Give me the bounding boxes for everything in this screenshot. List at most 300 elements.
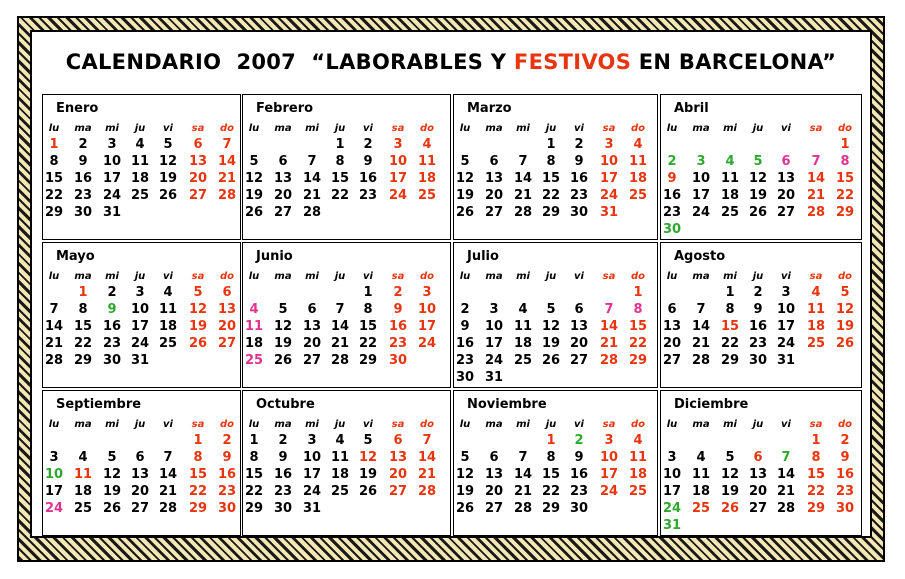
weekday-header: lu xyxy=(48,271,60,282)
day-cell: 20 xyxy=(662,336,682,351)
day-cell: 6 xyxy=(135,450,145,465)
day-cell: 16 xyxy=(388,319,408,334)
day-cell: 24 xyxy=(388,188,408,203)
weekday-header: do xyxy=(219,271,235,282)
weekday-header: vi xyxy=(574,271,584,282)
day-cell: 24 xyxy=(776,336,796,351)
day-cell: 22 xyxy=(73,336,93,351)
day-cell: 4 xyxy=(335,433,345,448)
day-cell: 23 xyxy=(569,484,589,499)
day-cell: 8 xyxy=(725,302,735,317)
day-cell: 7 xyxy=(781,450,791,465)
day-cell: 17 xyxy=(388,171,408,186)
day-cell: 3 xyxy=(604,433,614,448)
day-cell: 3 xyxy=(422,285,432,300)
weekday-header: do xyxy=(419,271,435,282)
day-cell: 9 xyxy=(574,154,584,169)
month-name: Enero xyxy=(56,101,99,116)
day-cell: 6 xyxy=(307,302,317,317)
day-cell: 1 xyxy=(363,285,373,300)
weekday-header: ju xyxy=(334,123,346,134)
weekday-header: mi xyxy=(516,271,530,282)
day-cell: 4 xyxy=(633,433,643,448)
day-cell: 20 xyxy=(569,336,589,351)
day-cell: 19 xyxy=(244,188,264,203)
day-cell: 7 xyxy=(696,302,706,317)
day-cell: 23 xyxy=(662,205,682,220)
day-cell: 13 xyxy=(302,319,322,334)
day-cell: 30 xyxy=(217,501,237,516)
day-cell: 22 xyxy=(628,336,648,351)
weekday-header: sa xyxy=(809,419,823,430)
day-cell: 16 xyxy=(569,171,589,186)
day-cell: 2 xyxy=(753,285,763,300)
month-diciembre xyxy=(660,390,862,536)
weekday-header: ma xyxy=(692,123,710,134)
day-cell: 24 xyxy=(44,501,64,516)
day-cell: 5 xyxy=(546,302,556,317)
day-cell: 28 xyxy=(158,501,178,516)
day-cell: 24 xyxy=(302,484,322,499)
weekday-header: ma xyxy=(485,123,503,134)
day-cell: 14 xyxy=(806,171,826,186)
month-noviembre xyxy=(453,390,658,536)
month-name: Febrero xyxy=(256,101,314,116)
day-cell: 28 xyxy=(217,188,237,203)
day-cell: 29 xyxy=(835,205,855,220)
day-cell: 28 xyxy=(417,484,437,499)
day-cell: 21 xyxy=(217,171,237,186)
day-cell: 26 xyxy=(835,336,855,351)
day-cell: 1 xyxy=(633,285,643,300)
month-name: Julio xyxy=(467,249,499,264)
day-cell: 15 xyxy=(720,319,740,334)
day-cell: 3 xyxy=(667,450,677,465)
weekday-header: lu xyxy=(666,123,678,134)
day-cell: 12 xyxy=(358,450,378,465)
weekday-header: ju xyxy=(545,271,557,282)
day-cell: 15 xyxy=(541,467,561,482)
day-cell: 24 xyxy=(102,188,122,203)
day-cell: 29 xyxy=(73,353,93,368)
day-cell: 9 xyxy=(393,302,403,317)
day-cell: 12 xyxy=(835,302,855,317)
day-cell: 28 xyxy=(806,205,826,220)
day-cell: 24 xyxy=(130,336,150,351)
month-octubre xyxy=(242,390,451,536)
day-cell: 11 xyxy=(691,467,711,482)
day-cell: 27 xyxy=(188,188,208,203)
day-cell: 20 xyxy=(484,484,504,499)
day-cell: 5 xyxy=(193,285,203,300)
day-cell: 26 xyxy=(720,501,740,516)
day-cell: 12 xyxy=(158,154,178,169)
weekday-header: ju xyxy=(134,123,146,134)
day-cell: 11 xyxy=(130,154,150,169)
month-septiembre xyxy=(42,390,241,536)
day-cell: 3 xyxy=(49,450,59,465)
day-cell: 1 xyxy=(49,137,59,152)
weekday-header: vi xyxy=(781,123,791,134)
day-cell: 2 xyxy=(460,302,470,317)
day-cell: 30 xyxy=(455,370,475,385)
weekday-header: ju xyxy=(752,419,764,430)
day-cell: 28 xyxy=(330,353,350,368)
day-cell: 9 xyxy=(363,154,373,169)
day-cell: 20 xyxy=(130,484,150,499)
day-cell: 14 xyxy=(691,319,711,334)
weekday-header: mi xyxy=(516,419,530,430)
day-cell: 4 xyxy=(633,137,643,152)
day-cell: 8 xyxy=(335,154,345,169)
day-cell: 23 xyxy=(273,484,293,499)
day-cell: 12 xyxy=(748,171,768,186)
day-cell: 9 xyxy=(107,302,117,317)
day-cell: 7 xyxy=(604,302,614,317)
day-cell: 25 xyxy=(806,336,826,351)
day-cell: 13 xyxy=(388,450,408,465)
day-cell: 31 xyxy=(599,205,619,220)
day-cell: 2 xyxy=(840,433,850,448)
day-cell: 26 xyxy=(541,353,561,368)
day-cell: 17 xyxy=(691,188,711,203)
day-cell: 12 xyxy=(455,467,475,482)
weekday-header: do xyxy=(630,419,646,430)
day-cell: 26 xyxy=(273,353,293,368)
day-cell: 19 xyxy=(455,484,475,499)
day-cell: 21 xyxy=(330,336,350,351)
day-cell: 26 xyxy=(244,205,264,220)
day-cell: 10 xyxy=(662,467,682,482)
day-cell: 23 xyxy=(102,336,122,351)
day-cell: 13 xyxy=(273,171,293,186)
day-cell: 25 xyxy=(691,501,711,516)
month-name: Mayo xyxy=(56,249,95,264)
day-cell: 25 xyxy=(720,205,740,220)
weekday-header: lu xyxy=(248,419,260,430)
day-cell: 18 xyxy=(73,484,93,499)
weekday-header: mi xyxy=(723,271,737,282)
day-cell: 20 xyxy=(302,336,322,351)
day-cell: 25 xyxy=(628,484,648,499)
day-cell: 30 xyxy=(273,501,293,516)
weekday-header: vi xyxy=(574,123,584,134)
month-abril xyxy=(660,94,862,240)
day-cell: 28 xyxy=(513,501,533,516)
day-cell: 6 xyxy=(278,154,288,169)
weekday-header: mi xyxy=(305,419,319,430)
day-cell: 18 xyxy=(158,319,178,334)
weekday-header: vi xyxy=(163,419,173,430)
day-cell: 6 xyxy=(781,154,791,169)
day-cell: 4 xyxy=(78,450,88,465)
day-cell: 4 xyxy=(163,285,173,300)
weekday-header: ju xyxy=(134,271,146,282)
day-cell: 8 xyxy=(633,302,643,317)
weekday-header: ju xyxy=(752,123,764,134)
day-cell: 7 xyxy=(335,302,345,317)
weekday-header: do xyxy=(630,123,646,134)
day-cell: 12 xyxy=(541,319,561,334)
day-cell: 15 xyxy=(44,171,64,186)
day-cell: 28 xyxy=(513,205,533,220)
day-cell: 1 xyxy=(811,433,821,448)
day-cell: 4 xyxy=(135,137,145,152)
day-cell: 10 xyxy=(130,302,150,317)
day-cell: 20 xyxy=(388,467,408,482)
day-cell: 8 xyxy=(546,154,556,169)
day-cell: 31 xyxy=(776,353,796,368)
day-cell: 7 xyxy=(49,302,59,317)
day-cell: 24 xyxy=(417,336,437,351)
day-cell: 2 xyxy=(574,433,584,448)
weekday-header: sa xyxy=(602,419,616,430)
day-cell: 3 xyxy=(307,433,317,448)
weekday-header: vi xyxy=(781,419,791,430)
day-cell: 5 xyxy=(163,137,173,152)
day-cell: 25 xyxy=(628,188,648,203)
day-cell: 9 xyxy=(460,319,470,334)
day-cell: 21 xyxy=(302,188,322,203)
day-cell: 10 xyxy=(44,467,64,482)
day-cell: 31 xyxy=(302,501,322,516)
weekday-header: do xyxy=(837,123,853,134)
weekday-header: sa xyxy=(602,123,616,134)
day-cell: 16 xyxy=(73,171,93,186)
day-cell: 6 xyxy=(489,450,499,465)
day-cell: 16 xyxy=(358,171,378,186)
day-cell: 29 xyxy=(541,501,561,516)
day-cell: 14 xyxy=(330,319,350,334)
day-cell: 1 xyxy=(249,433,259,448)
day-cell: 29 xyxy=(806,501,826,516)
weekday-header: sa xyxy=(391,419,405,430)
day-cell: 8 xyxy=(249,450,259,465)
day-cell: 5 xyxy=(725,450,735,465)
day-cell: 11 xyxy=(628,450,648,465)
day-cell: 16 xyxy=(102,319,122,334)
day-cell: 9 xyxy=(840,450,850,465)
day-cell: 21 xyxy=(417,467,437,482)
day-cell: 10 xyxy=(102,154,122,169)
day-cell: 22 xyxy=(720,336,740,351)
day-cell: 28 xyxy=(691,353,711,368)
title-highlight: FESTIVOS xyxy=(513,50,632,74)
day-cell: 3 xyxy=(135,285,145,300)
day-cell: 10 xyxy=(302,450,322,465)
day-cell: 6 xyxy=(574,302,584,317)
day-cell: 2 xyxy=(78,137,88,152)
day-cell: 23 xyxy=(388,336,408,351)
day-cell: 6 xyxy=(753,450,763,465)
day-cell: 25 xyxy=(244,353,264,368)
day-cell: 22 xyxy=(188,484,208,499)
day-cell: 20 xyxy=(484,188,504,203)
day-cell: 18 xyxy=(691,484,711,499)
day-cell: 12 xyxy=(102,467,122,482)
day-cell: 25 xyxy=(417,188,437,203)
day-cell: 30 xyxy=(102,353,122,368)
day-cell: 2 xyxy=(393,285,403,300)
title-prefix: CALENDARIO 2007 “LABORABLES Y xyxy=(65,50,514,74)
day-cell: 17 xyxy=(484,336,504,351)
day-cell: 1 xyxy=(193,433,203,448)
day-cell: 21 xyxy=(691,336,711,351)
day-cell: 26 xyxy=(455,205,475,220)
month-enero xyxy=(42,94,241,240)
weekday-header: do xyxy=(419,419,435,430)
day-cell: 30 xyxy=(569,205,589,220)
day-cell: 1 xyxy=(546,433,556,448)
day-cell: 26 xyxy=(455,501,475,516)
month-julio xyxy=(453,242,658,388)
day-cell: 3 xyxy=(393,137,403,152)
day-cell: 11 xyxy=(417,154,437,169)
day-cell: 27 xyxy=(662,353,682,368)
weekday-header: lu xyxy=(666,271,678,282)
day-cell: 8 xyxy=(193,450,203,465)
weekday-header: lu xyxy=(248,123,260,134)
weekday-header: do xyxy=(219,123,235,134)
month-name: Diciembre xyxy=(674,397,749,412)
day-cell: 24 xyxy=(691,205,711,220)
day-cell: 14 xyxy=(158,467,178,482)
day-cell: 25 xyxy=(130,188,150,203)
day-cell: 14 xyxy=(599,319,619,334)
day-cell: 15 xyxy=(73,319,93,334)
day-cell: 24 xyxy=(599,188,619,203)
day-cell: 19 xyxy=(188,319,208,334)
day-cell: 1 xyxy=(725,285,735,300)
day-cell: 30 xyxy=(835,501,855,516)
month-name: Junio xyxy=(256,249,293,264)
day-cell: 13 xyxy=(569,319,589,334)
weekday-header: vi xyxy=(363,419,373,430)
day-cell: 2 xyxy=(107,285,117,300)
day-cell: 22 xyxy=(44,188,64,203)
day-cell: 21 xyxy=(44,336,64,351)
day-cell: 30 xyxy=(569,501,589,516)
day-cell: 15 xyxy=(188,467,208,482)
day-cell: 18 xyxy=(130,171,150,186)
day-cell: 22 xyxy=(244,484,264,499)
day-cell: 13 xyxy=(776,171,796,186)
day-cell: 22 xyxy=(541,484,561,499)
day-cell: 18 xyxy=(513,336,533,351)
day-cell: 24 xyxy=(599,484,619,499)
day-cell: 26 xyxy=(188,336,208,351)
day-cell: 27 xyxy=(484,205,504,220)
day-cell: 18 xyxy=(806,319,826,334)
weekday-header: sa xyxy=(391,123,405,134)
day-cell: 12 xyxy=(244,171,264,186)
day-cell: 12 xyxy=(720,467,740,482)
day-cell: 23 xyxy=(358,188,378,203)
day-cell: 29 xyxy=(358,353,378,368)
day-cell: 11 xyxy=(806,302,826,317)
day-cell: 16 xyxy=(748,319,768,334)
weekday-header: vi xyxy=(781,271,791,282)
day-cell: 9 xyxy=(278,450,288,465)
day-cell: 19 xyxy=(835,319,855,334)
day-cell: 16 xyxy=(569,467,589,482)
day-cell: 6 xyxy=(489,154,499,169)
day-cell: 11 xyxy=(158,302,178,317)
day-cell: 23 xyxy=(835,484,855,499)
day-cell: 31 xyxy=(662,518,682,533)
day-cell: 9 xyxy=(753,302,763,317)
day-cell: 13 xyxy=(130,467,150,482)
day-cell: 20 xyxy=(217,319,237,334)
day-cell: 19 xyxy=(455,188,475,203)
day-cell: 27 xyxy=(569,353,589,368)
day-cell: 6 xyxy=(222,285,232,300)
day-cell: 6 xyxy=(393,433,403,448)
page-title xyxy=(30,50,872,74)
day-cell: 1 xyxy=(335,137,345,152)
weekday-header: do xyxy=(630,271,646,282)
weekday-header: mi xyxy=(305,271,319,282)
day-cell: 6 xyxy=(667,302,677,317)
weekday-header: mi xyxy=(105,419,119,430)
day-cell: 5 xyxy=(107,450,117,465)
day-cell: 16 xyxy=(455,336,475,351)
day-cell: 25 xyxy=(513,353,533,368)
day-cell: 20 xyxy=(776,188,796,203)
day-cell: 13 xyxy=(748,467,768,482)
day-cell: 4 xyxy=(249,302,259,317)
day-cell: 12 xyxy=(273,319,293,334)
day-cell: 19 xyxy=(720,484,740,499)
day-cell: 7 xyxy=(222,137,232,152)
title-suffix: EN BARCELONA” xyxy=(631,50,837,74)
weekday-header: lu xyxy=(459,271,471,282)
day-cell: 2 xyxy=(574,137,584,152)
day-cell: 7 xyxy=(422,433,432,448)
day-cell: 13 xyxy=(188,154,208,169)
weekday-header: lu xyxy=(48,123,60,134)
month-name: Septiembre xyxy=(56,397,142,412)
day-cell: 20 xyxy=(188,171,208,186)
day-cell: 7 xyxy=(163,450,173,465)
month-marzo xyxy=(453,94,658,240)
day-cell: 24 xyxy=(662,501,682,516)
day-cell: 19 xyxy=(748,188,768,203)
weekday-header: lu xyxy=(459,123,471,134)
day-cell: 17 xyxy=(662,484,682,499)
weekday-header: ma xyxy=(274,123,292,134)
day-cell: 21 xyxy=(776,484,796,499)
day-cell: 27 xyxy=(273,205,293,220)
weekday-header: ma xyxy=(692,271,710,282)
weekday-header: ma xyxy=(74,123,92,134)
day-cell: 18 xyxy=(628,467,648,482)
weekday-header: lu xyxy=(248,271,260,282)
weekday-header: sa xyxy=(191,123,205,134)
weekday-header: vi xyxy=(163,271,173,282)
day-cell: 18 xyxy=(628,171,648,186)
day-cell: 17 xyxy=(417,319,437,334)
day-cell: 17 xyxy=(102,171,122,186)
weekday-header: ma xyxy=(274,419,292,430)
weekday-header: do xyxy=(219,419,235,430)
weekday-header: mi xyxy=(723,123,737,134)
weekday-header: lu xyxy=(48,419,60,430)
day-cell: 27 xyxy=(302,353,322,368)
day-cell: 11 xyxy=(330,450,350,465)
weekday-header: mi xyxy=(105,123,119,134)
day-cell: 8 xyxy=(840,154,850,169)
